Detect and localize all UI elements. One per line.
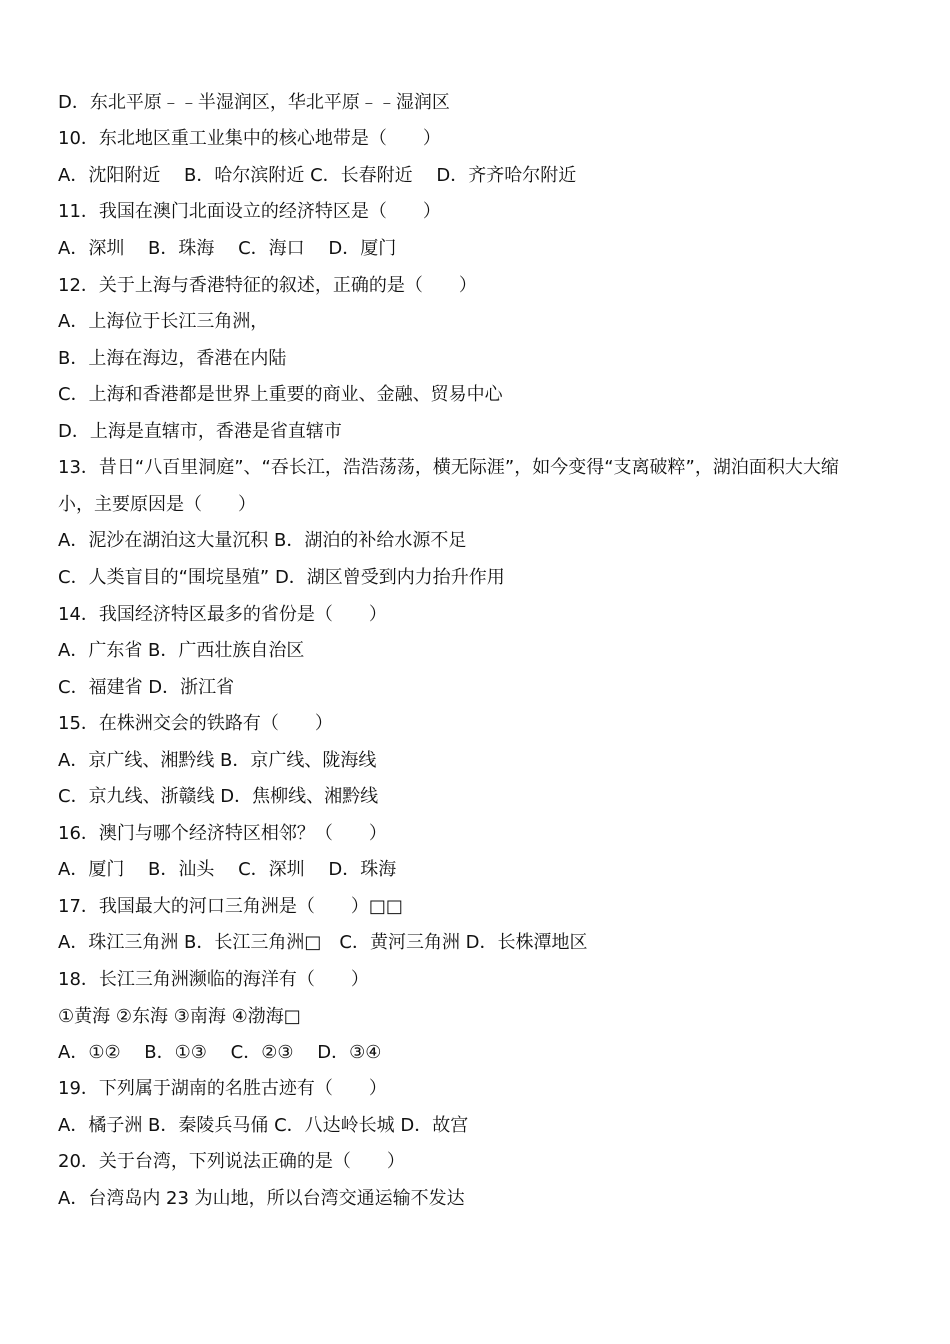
options-13-ab: A．泥沙在湖泊这大量沉积 B．湖泊的补给水源不足: [58, 530, 467, 551]
options-17: A．珠江三角洲 B．长江三角洲□ C．黄河三角洲 D．长株潭地区: [58, 932, 588, 953]
option-12-b: B．上海在海边，香港在内陆: [58, 348, 287, 369]
question-19: 19．下列属于湖南的名胜古迹有（ ）: [58, 1078, 387, 1099]
option-line: D．东北平原﹣﹣半湿润区，华北平原﹣﹣湿润区: [58, 92, 450, 113]
options-15-ab: A．京广线、湘黔线 B．京广线、陇海线: [58, 750, 377, 771]
question-14: 14．我国经济特区最多的省份是（ ）: [58, 604, 387, 625]
options-13-cd: C．人类盲目的“围垸垦殖” D．湖区曾受到内力抬升作用: [58, 567, 505, 588]
options-14-ab: A．广东省 B．广西壮族自治区: [58, 640, 305, 661]
question-10: 10．东北地区重工业集中的核心地带是（ ）: [58, 128, 441, 149]
question-20: 20．关于台湾，下列说法正确的是（ ）: [58, 1151, 405, 1172]
question-16: 16．澳门与哪个经济特区相邻？（ ）: [58, 823, 387, 844]
options-11: A．深圳 B．珠海 C．海口 D．厦门: [58, 238, 397, 259]
question-15: 15．在株洲交会的铁路有（ ）: [58, 713, 333, 734]
items-18: ①黄海 ②东海 ③南海 ④渤海□: [58, 1006, 301, 1027]
question-18: 18．长江三角洲濒临的海洋有（ ）: [58, 969, 369, 990]
options-15-cd: C．京九线、浙赣线 D．焦柳线、湘黔线: [58, 786, 379, 807]
options-19: A．橘子洲 B．秦陵兵马俑 C．八达岭长城 D．故宫: [58, 1115, 469, 1136]
question-17: 17．我国最大的河口三角洲是（ ）□□: [58, 896, 403, 917]
option-12-a: A．上海位于长江三角洲，: [58, 311, 269, 332]
question-12: 12．关于上海与香港特征的叙述，正确的是（ ）: [58, 275, 477, 296]
question-11: 11．我国在澳门北面设立的经济特区是（ ）: [58, 201, 441, 222]
options-14-cd: C．福建省 D．浙江省: [58, 677, 235, 698]
options-16: A．厦门 B．汕头 C．深圳 D．珠海: [58, 859, 397, 880]
options-10: A．沈阳附近 B．哈尔滨附近 C．长春附近 D．齐齐哈尔附近: [58, 165, 577, 186]
option-20-a: A．台湾岛内 23 为山地，所以台湾交通运输不发达: [58, 1188, 465, 1209]
option-12-c: C．上海和香港都是世界上重要的商业、金融、贸易中心: [58, 384, 503, 405]
question-13-continued: 小，主要原因是（ ）: [58, 494, 256, 515]
option-12-d: D．上海是直辖市，香港是省直辖市: [58, 421, 342, 442]
options-18: A．①② B．①③ C．②③ D．③④: [58, 1042, 382, 1063]
question-13: 13．昔日“八百里洞庭”、“吞长江，浩浩荡荡，横无际涯”，如今变得“支离破粹”，湖泊面积大大缩: [58, 457, 839, 478]
